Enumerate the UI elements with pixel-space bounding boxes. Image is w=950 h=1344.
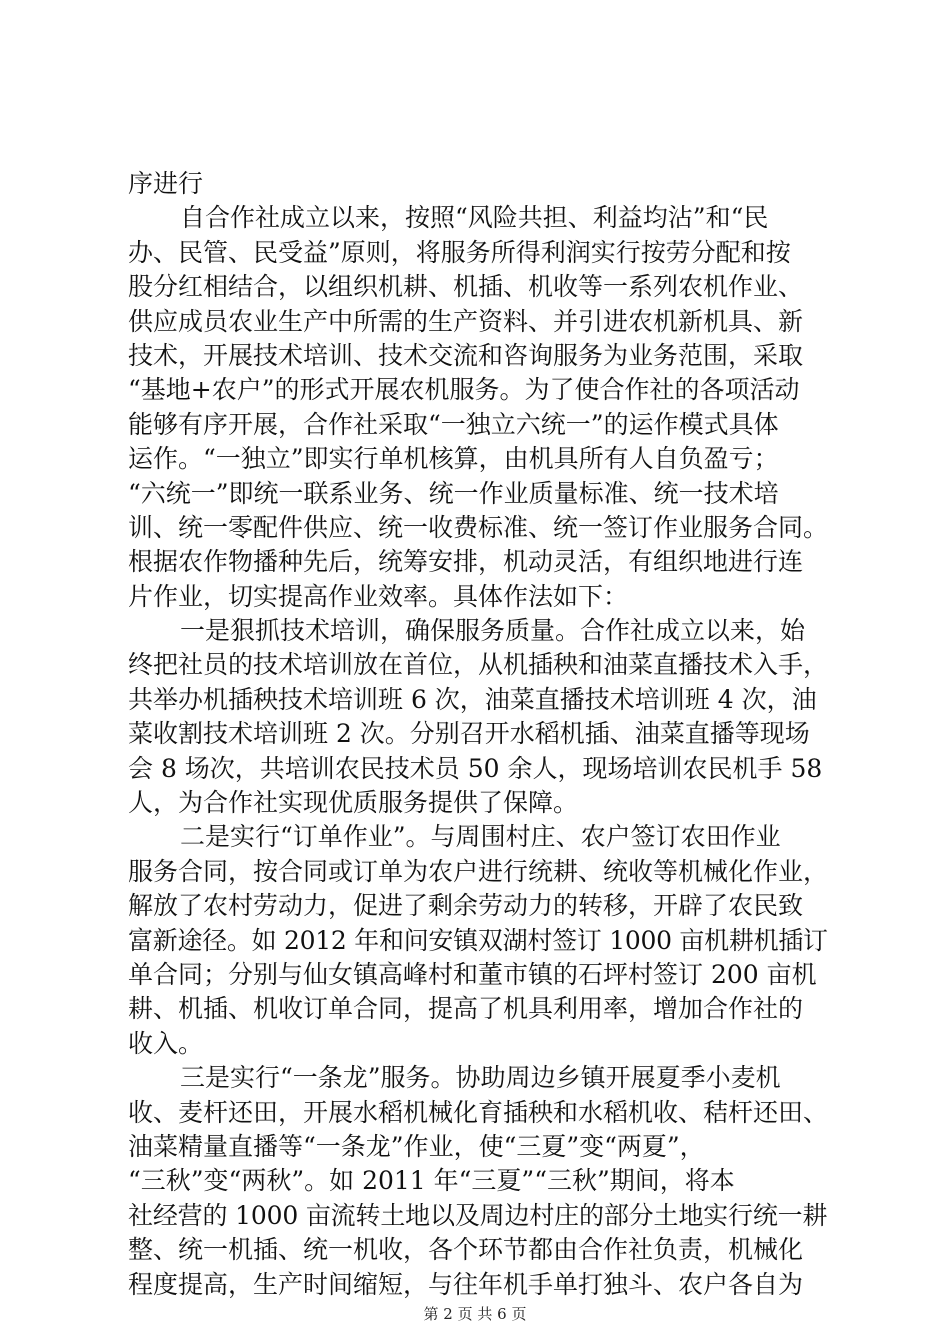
text-line: “三秋”变“两秋”。如 2011 年“三夏”“三秋”期间，将本 — [128, 1166, 735, 1196]
text-line: 序进行 — [128, 169, 204, 198]
text-line: 办、民管、民受益”原则，将服务所得利润实行按劳分配和按 — [128, 237, 791, 267]
text-line: “六统一”即统一联系业务、统一作业质量标准、统一技术培 — [128, 478, 779, 508]
paragraph — [128, 201, 828, 614]
text-line: 社经营的 1000 亩流转土地以及周边村庄的部分土地实行统一耕 — [128, 1200, 828, 1230]
body-text — [128, 167, 828, 1302]
text-line: 服务合同，按合同或订单为农户进行统耕、统收等机械化作业， — [128, 856, 829, 886]
text-line: 能够有序开展，合作社采取“一独立六统一”的运作模式具体 — [128, 409, 779, 439]
paragraph — [128, 1061, 828, 1302]
text-line: 菜收割技术培训班 2 次。分别召开水稻机插、油菜直播等现场 — [128, 719, 810, 749]
text-line: 运作。“一独立”即实行单机核算，由机具所有人自负盈亏； — [128, 444, 779, 474]
text-line: 股分红相结合，以组织机耕、机插、机收等一系列农机作业、 — [128, 272, 804, 302]
text-line: 富新途径。如 2012 年和问安镇双湖村签订 1000 亩机耕机插订 — [128, 925, 828, 955]
text-line: 人，为合作社实现优质服务提供了保障。 — [128, 788, 579, 818]
text-line: 共举办机插秧技术培训班 6 次，油菜直播技术培训班 4 次，油 — [128, 684, 817, 714]
text-line: “基地+农户”的形式开展农机服务。为了使合作社的各项活动 — [128, 375, 800, 405]
text-line: 程度提高，生产时间缩短，与往年机手单打独斗、农户各自为 — [128, 1269, 804, 1299]
text-line: 一是狠抓技术培训，确保服务质量。合作社成立以来，始 — [180, 616, 806, 646]
text-line: 二是实行“订单作业”。与周围村庄、农户签订农田作业 — [180, 822, 781, 852]
text-line: 技术，开展技术培训、技术交流和咨询服务为业务范围，采取 — [128, 340, 804, 370]
text-line: 自合作社成立以来，按照“风险共担、利益均沾”和“民 — [180, 203, 769, 233]
text-line: 收入。 — [128, 1028, 204, 1058]
text-line: 根据农作物播种先后，统筹安排，机动灵活，有组织地进行连 — [128, 547, 804, 577]
text-line: 解放了农村劳动力，促进了剩余劳动力的转移，开辟了农民致 — [128, 891, 804, 921]
text-line: 片作业，切实提高作业效率。具体作法如下： — [128, 581, 629, 611]
text-line: 单合同；分别与仙女镇高峰村和董市镇的石坪村签订 200 亩机 — [128, 959, 817, 989]
text-line: 会 8 场次，共培训农民技术员 50 余人，现场培训农民机手 58 — [128, 753, 823, 783]
text-line: 终把社员的技术培训放在首位，从机插秧和油菜直播技术入手， — [128, 650, 829, 680]
text-line: 训、统一零配件供应、统一收费标准、统一签订作业服务合同。 — [128, 512, 829, 542]
page-footer: 第 2 页 共 6 页 — [423, 1305, 527, 1323]
text-line: 收、麦杆还田，开展水稻机械化育插秧和水稻机收、秸杆还田、 — [128, 1097, 829, 1127]
text-line: 整、统一机插、统一机收，各个环节都由合作社负责，机械化 — [128, 1235, 804, 1265]
text-line: 油菜精量直播等“一条龙”作业，使“三夏”变“两夏”， — [128, 1131, 705, 1161]
text-line: 供应成员农业生产中所需的生产资料、并引进农机新机具、新 — [128, 306, 804, 336]
text-line: 三是实行“一条龙”服务。协助周边乡镇开展夏季小麦机 — [180, 1063, 781, 1093]
paragraph — [128, 614, 828, 820]
paragraph — [128, 167, 828, 201]
text-line: 耕、机插、机收订单合同，提高了机具利用率，增加合作社的 — [128, 994, 804, 1024]
paragraph — [128, 820, 828, 1061]
